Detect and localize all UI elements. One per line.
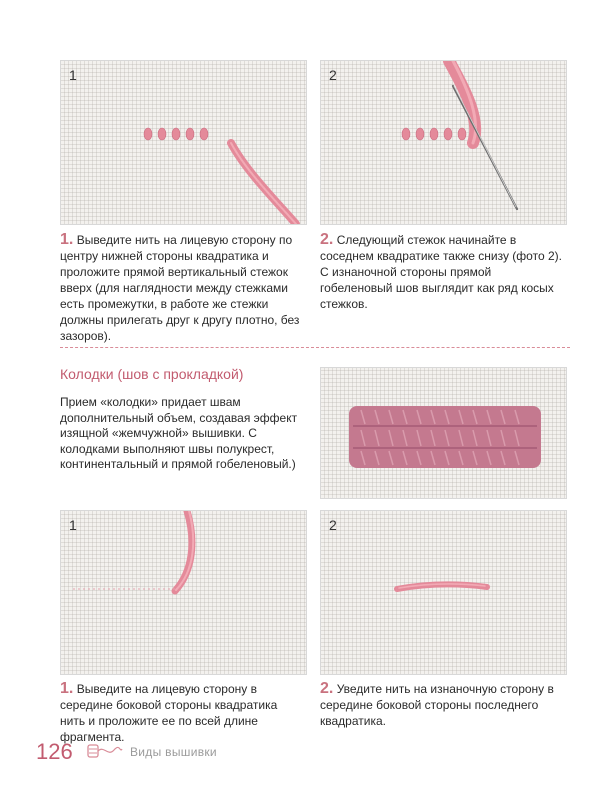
step-text: Следующий стежок начинайте в соседнем квадратике также снизу (фото 2). С изнаночной стороны прямой гобеленовый шов выглядит как ряд косых стежков. [320, 233, 562, 311]
step-text: Выведите нить на лицевую сторону по центру нижней стороны квадратика и проложите прямой вертикальный стежок вверх (для наглядности между стежками есть промежутки, в работе же стежки должны прилегать друг к другу плотно, без зазоров). [60, 233, 300, 343]
padded-stitch-illustration [321, 368, 566, 498]
step-number: 2. [320, 680, 334, 697]
step-number: 1. [60, 231, 74, 248]
photo-label: 2 [329, 517, 337, 533]
step-number: 1. [60, 680, 74, 697]
page-number: 126 [36, 739, 73, 764]
photo-step-2-padding [320, 510, 567, 675]
chapter-title: Виды вышивки [130, 745, 217, 759]
step-caption-4 [320, 681, 565, 729]
photo-label: 2 [329, 67, 337, 83]
section-title: Колодки (шов с прокладкой) [60, 366, 244, 382]
step-caption-3 [60, 681, 305, 745]
step-caption-2 [320, 232, 565, 312]
section-divider [60, 347, 570, 348]
step-number: 2. [320, 231, 334, 248]
step-caption-1 [60, 232, 305, 344]
photo-step-1-straight-stitch [60, 60, 307, 225]
photo-label: 1 [69, 67, 77, 83]
stitch-illustration [61, 511, 306, 674]
step-text: Выведите на лицевую сторону в середине боковой стороны квадратика нить и проложите ее по всей длине фрагмента. [60, 682, 278, 744]
photo-label: 1 [69, 517, 77, 533]
stitch-illustration [321, 511, 566, 674]
stitch-illustration [61, 61, 306, 224]
section-intro: Прием «колодки» придает швам дополнительный объем, создавая эффект изящной «жемчужной» вышивки. С колодками выполняют швы полукрест, континентальный и прямой гобеленовый.) [60, 395, 298, 471]
photo-step-2-straight-stitch [320, 60, 567, 225]
stitch-illustration [321, 61, 566, 224]
photo-padded-stitch-sample [320, 367, 567, 499]
thread-spool-icon [86, 741, 124, 761]
step-text: Уведите нить на изнаночную сторону в середине боковой стороны последнего квадратика. [320, 682, 554, 728]
photo-step-1-padding [60, 510, 307, 675]
